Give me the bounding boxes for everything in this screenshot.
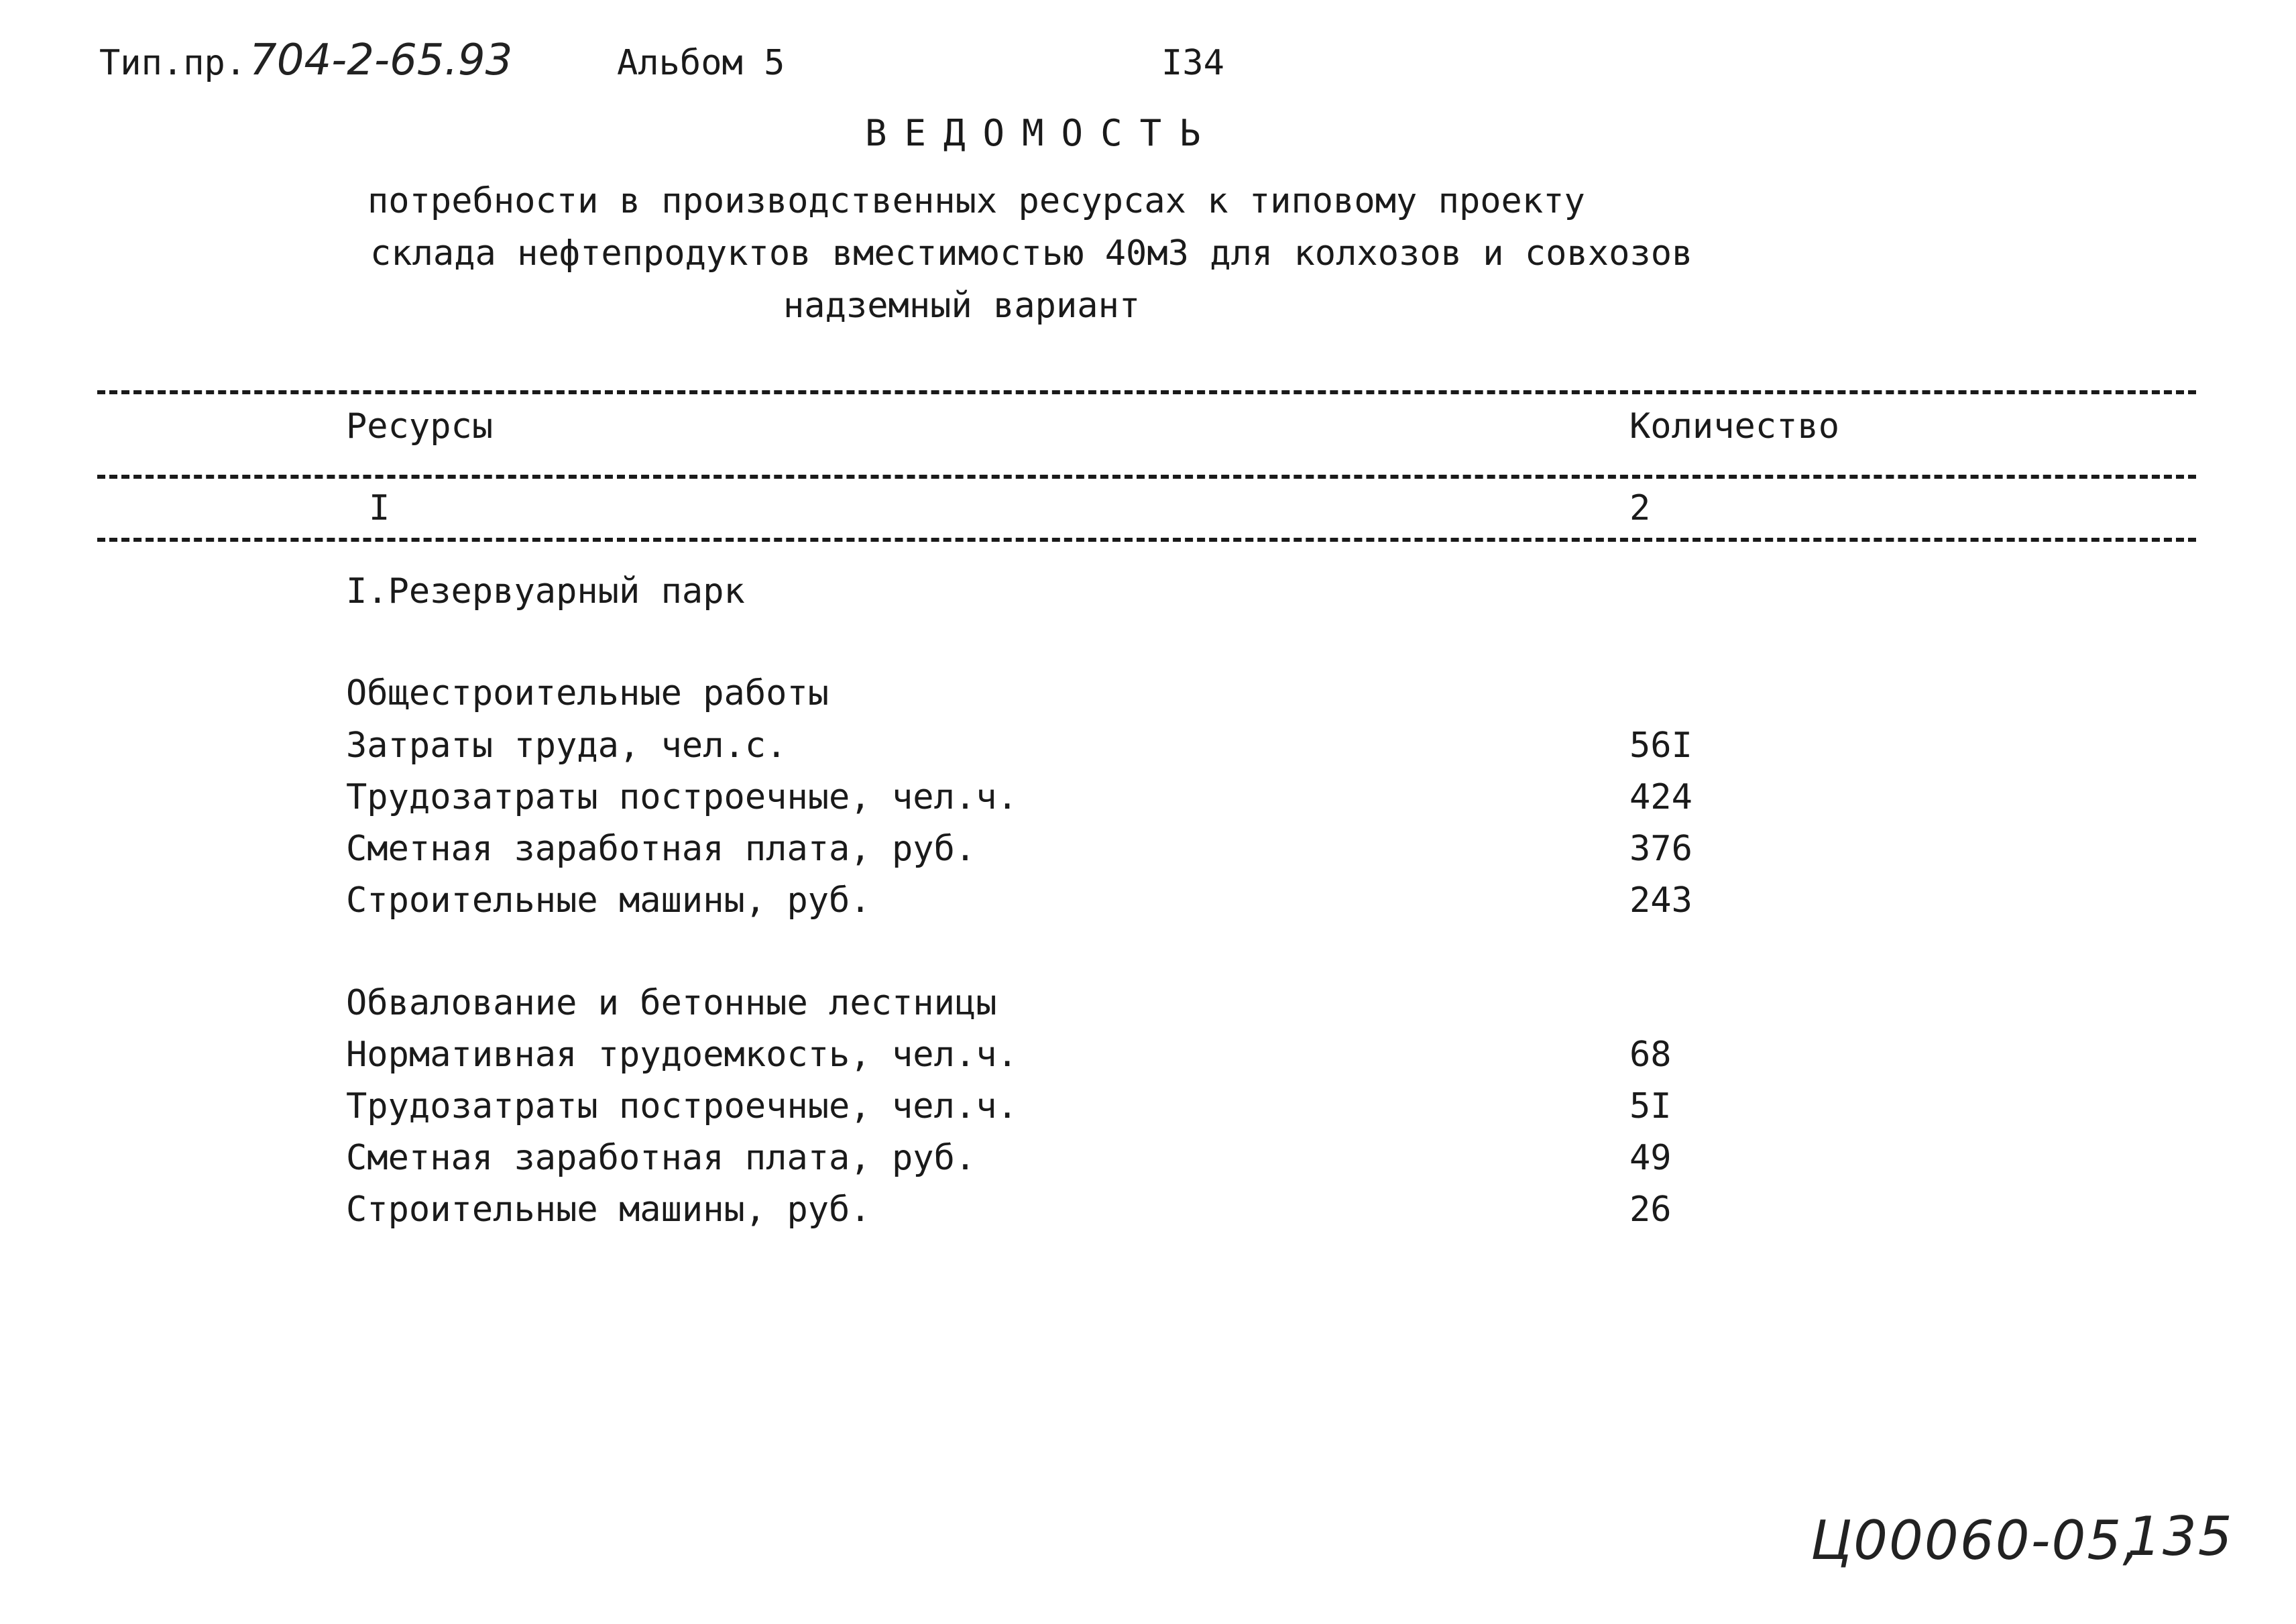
subtitle-line-2: склада нефтепродуктов вместимостью 40м3 для колхозов и совхозов xyxy=(370,233,1693,274)
page-number: I34 xyxy=(1161,43,1224,83)
table-row-label: Трудозатраты построечные, чел.ч. xyxy=(346,1086,1018,1126)
column-header-quantity: Количество xyxy=(1629,406,1840,447)
column-number-1: I xyxy=(369,488,390,528)
sheet-number: 135 xyxy=(2127,1505,2234,1568)
table-row-label: Нормативная трудоемкость, чел.ч. xyxy=(346,1035,1018,1075)
table-row-value: 68 xyxy=(1629,1035,1672,1075)
table-row-label: Затраты труда, чел.с. xyxy=(346,726,787,766)
subtitle-line-3: надземный вариант xyxy=(783,286,1141,326)
table-row-value: 49 xyxy=(1629,1138,1672,1178)
column-header-resources: Ресурсы xyxy=(346,406,494,447)
table-numbers-rule xyxy=(97,538,2196,542)
table-row-label: Сметная заработная плата, руб. xyxy=(346,1138,976,1178)
group-title: Общестроительные работы xyxy=(346,673,829,713)
document-title: ВЕДОМОСТЬ xyxy=(865,112,1218,154)
table-top-rule xyxy=(97,390,2196,394)
table-row-value: 376 xyxy=(1629,829,1692,869)
table-row-label: Строительные машины, руб. xyxy=(346,1190,871,1230)
table-row-label: Трудозатраты построечные, чел.ч. xyxy=(346,777,1018,817)
table-header-rule xyxy=(97,475,2196,479)
column-number-2: 2 xyxy=(1629,488,1651,528)
section-title: I.Резервуарный парк xyxy=(346,571,745,612)
table-row-value: 5I xyxy=(1629,1086,1672,1126)
type-project-number: 704-2-65.93 xyxy=(249,36,513,85)
type-project-label: Тип.пр. xyxy=(99,43,247,83)
subtitle-line-1: потребности в производственных ресурсах к типовому проекту xyxy=(367,181,1585,221)
table-row-value: 243 xyxy=(1629,880,1692,921)
table-row-label: Сметная заработная плата, руб. xyxy=(346,829,976,869)
table-row-label: Строительные машины, руб. xyxy=(346,880,871,921)
archive-code: Ц00060-05, xyxy=(1811,1509,2141,1572)
group-title: Обвалование и бетонные лестницы xyxy=(346,983,997,1023)
table-row-value: 56I xyxy=(1629,726,1692,766)
album-label: Альбом 5 xyxy=(617,43,785,83)
table-row-value: 424 xyxy=(1629,777,1692,817)
table-row-value: 26 xyxy=(1629,1190,1672,1230)
